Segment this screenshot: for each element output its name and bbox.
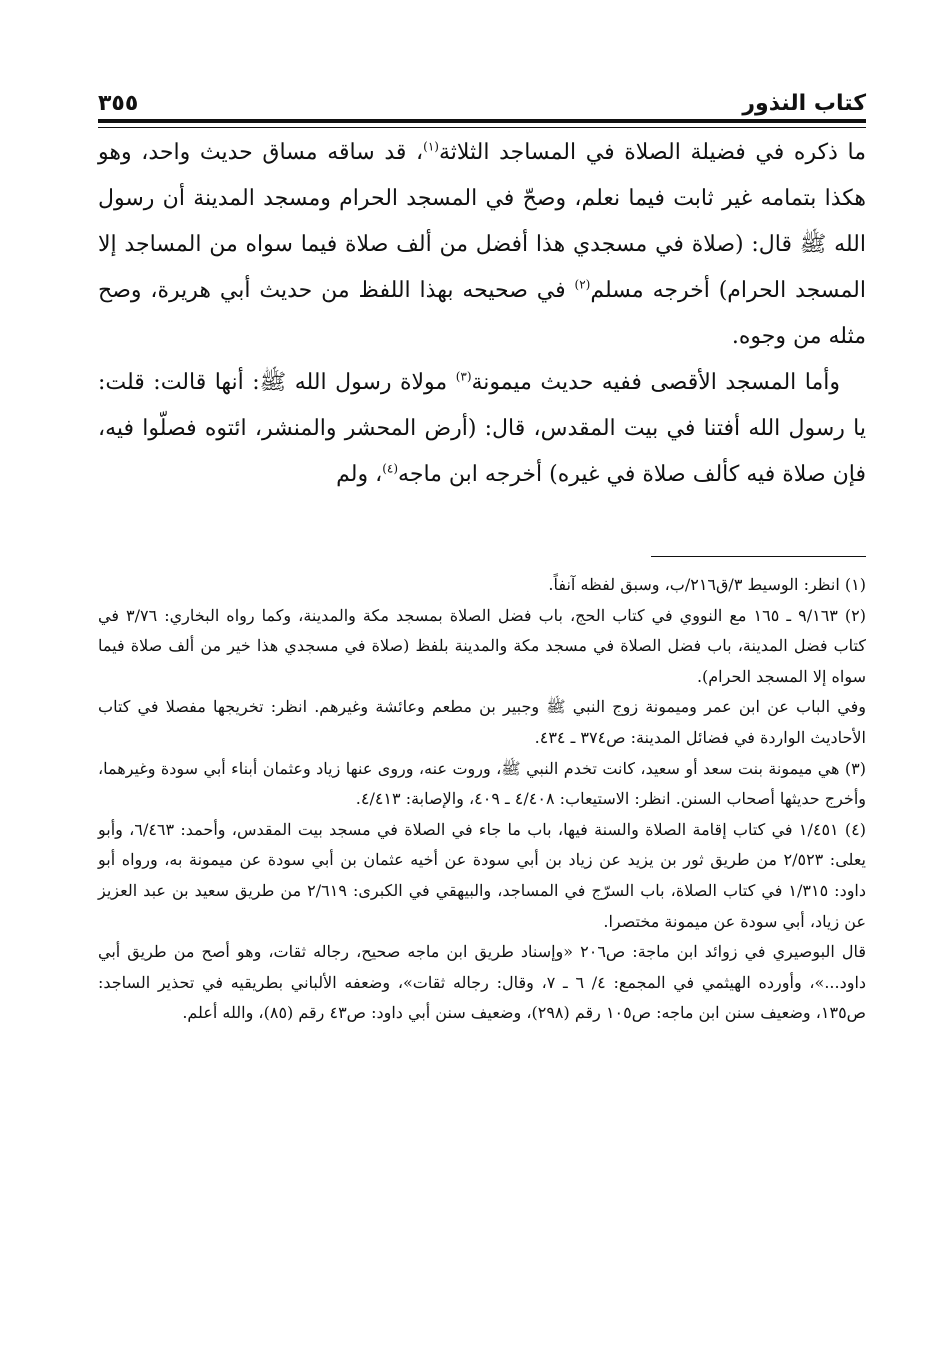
header-rule-thin	[98, 127, 866, 128]
page-number: ٣٥٥	[98, 91, 139, 116]
footnote-4-continued: قال البوصيري في زوائد ابن ماجة: ص٢٠٦ «وإسناد طريق ابن ماجه صحيح، رجاله ثقات، وهو أصح من طريق أبي داود...»، وأورده الهيثمي في المجمع: ٤/ ٦ ـ ٧، وقال: رجاله ثقات»، وضعفه الألباني بطريقيه في تحذير الساجد: ص١٣٥، وضعيف سنن ابن ماجه: ص١٠٥ رقم (٢٩٨)، وضعيف سنن أبي داود: ص٤٣ رقم (٨٥)، والله أعلم.	[98, 942, 867, 1023]
header-rule-thick	[98, 119, 866, 123]
footnote-3: (٣) هي ميمونة بنت سعد أو سعيد، كانت تخدم النبي ﷺ، وروت عنه، وروى عنها زياد وعثمان أبناء أبي سودة وغيرهما، وأخرج حديثها أصحاب السنن. انظر: الاستيعاب: ٤/٤٠٨ ـ ٤٠٩، والإصابة: ٤/٤١٣.	[98, 758, 866, 809]
main-paragraph-2: وأما المسجد الأقصى ففيه حديث ميمونة$^{(٣)}$ مولاة رسول الله ﷺ: أنها قالت: قلت: يا رسول الله أفتنا في بيت المقدس، قال: (أرض المحشر والمنشر، ائتوه فصلّوا فيه، فإن صلاة فيه كألف صلاة في غيره) أخرجه ابن ماجه$^{(٤)}$، ولم	[98, 369, 866, 487]
chapter-title: كتاب النذور	[742, 91, 866, 116]
footnotes	[98, 570, 866, 1029]
footnote-ref-3[interactable]: (٣)	[455, 369, 472, 384]
footnote-separator	[651, 556, 866, 557]
footnote-2: (٢) ٩/١٦٣ ـ ١٦٥ مع النووي في كتاب الحج، باب فضل الصلاة بمسجد مكة والمدينة، وكما رواه البخاري: ٣/٧٦ في كتاب فضل المدينة، باب فضل الصلاة في مسجد مكة والمدينة بلفظ (صلاة في مسجدي هذا خير من ألف صلاة فيما سواه إلا المسجد الحرام).	[98, 605, 867, 686]
main-text	[98, 130, 866, 498]
running-header	[98, 82, 866, 116]
footnote-ref-1[interactable]: (١)	[423, 139, 439, 154]
footnote-2-continued: وفي الباب عن ابن عمر وميمونة زوج النبي ﷺ وجبير بن مطعم وعائشة وغيرهم. انظر: تخريجها مفصلا في كتاب الأحاديث الواردة في فضائل المدينة: ص٣٧٤ ـ ٤٣٤.	[98, 697, 866, 747]
footnote-1: (١) انظر: الوسيط ٣/ق٢١٦/ب، وسبق لفظه آنفاً.	[548, 575, 866, 594]
footnote-4: (٤) ١/٤٥١ في كتاب إقامة الصلاة والسنة فيها، باب ما جاء في الصلاة في مسجد بيت المقدس، وأحمد: ٦/٤٦٣، وأبو يعلى: ٢/٥٢٣ من طريق ثور بن يزيد عن زياد بن أبي سودة عن أخيه عثمان بن أبي سودة عن ميمونة به، ورواه أبو داود: ١/٣١٥ في كتاب الصلاة، باب السرّج في المساجد، والبيهقي في الكبرى: ٢/٦١٩ من طريق سعيد بن عبد العزيز عن زياد، أبي سودة عن ميمونة مختصرا.	[98, 819, 867, 931]
main-paragraph-1: ما ذكره في فضيلة الصلاة في المساجد الثلاثة$^{(١)}$، قد ساقه مساق حديث واحد، وهو هكذا بتمامه غير ثابت فيما نعلم، وصحّ في المسجد الحرام ومسجد المدينة أن رسول الله ﷺ قال: (صلاة في مسجدي هذا أفضل من ألف صلاة فيما سواه من المساجد إلا المسجد الحرام) أخرجه مسلم$^{(٢)}$ في صحيحه بهذا اللفظ من حديث أبي هريرة، وصح مثله من وجوه.	[98, 139, 867, 349]
footnote-ref-2[interactable]: (٢)	[574, 277, 591, 292]
footnote-ref-4[interactable]: (٤)	[382, 461, 399, 476]
